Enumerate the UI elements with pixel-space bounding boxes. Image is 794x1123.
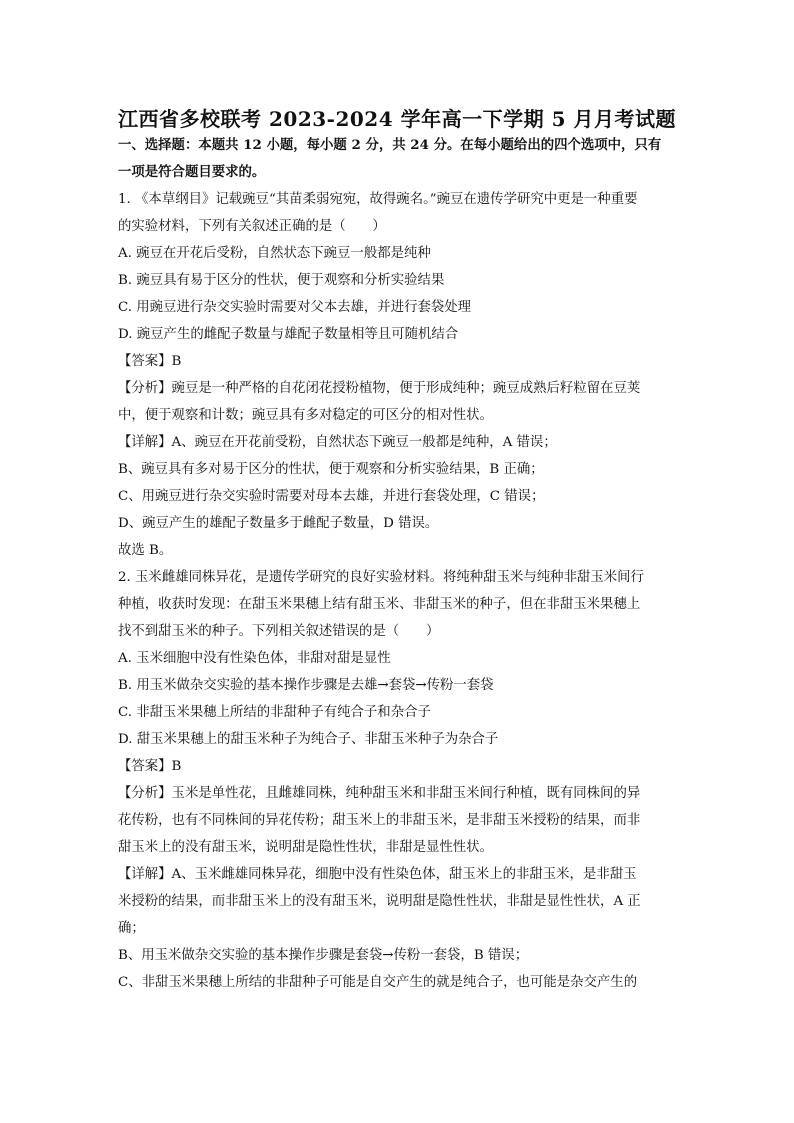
question-1-option-c: C. 用豌豆进行杂交实验时需要对父本去雄，并进行套袋处理 [118, 300, 472, 315]
question-1-analysis-line-1: 【分析】豌豆是一种严格的自花闭花授粉植物，便于形成纯种；豌豆成熟后籽粒留在豆荚 [118, 381, 641, 396]
question-1-option-d: D. 豌豆产生的雌配子数量与雄配子数量相等且可随机结合 [118, 327, 459, 342]
question-2-detail-b: B、用玉米做杂交实验的基本操作步骤是套袋→传粉一套袋，B 错误； [118, 948, 529, 963]
question-1-stem-line-1: 1. 《本草纲目》记载豌豆“其苗柔弱宛宛，故得豌名。”豌豆在遗传学研究中更是一种重要 [118, 192, 638, 207]
question-2-detail-c: C、非甜玉米果穗上所结的非甜种子可能是自交产生的就是纯合子，也可能是杂交产生的 [118, 975, 638, 990]
section-heading-line-1: 一、选择题：本题共 12 小题，每小题 2 分，共 24 分。在每小题给出的四个选项中，只有 [118, 137, 662, 153]
question-2-detail-a-line-1: 【详解】A、玉米雌雄同株异花，细胞中没有性染色体，甜玉米上的非甜玉米，是非甜玉 [118, 867, 637, 882]
question-1-detail-a: 【详解】A、豌豆在开花前受粉，自然状态下豌豆一般都是纯种，A 错误； [118, 435, 557, 450]
question-1-option-a: A. 豌豆在开花后受粉，自然状态下豌豆一般都是纯种 [118, 246, 431, 261]
question-2-detail-a-line-3: 确； [118, 921, 145, 936]
question-2-stem-line-3: 找不到甜玉米的种子。下列相关叙述错误的是（ ） [118, 624, 440, 639]
question-2-option-a: A. 玉米细胞中没有性染色体，非甜对甜是显性 [118, 651, 391, 666]
question-1-stem-line-2: 的实验材料，下列有关叙述正确的是（ ） [118, 219, 386, 234]
question-1-conclusion: 故选 B。 [118, 543, 173, 558]
question-1-option-b: B. 豌豆具有易于区分的性状，便于观察和分析实验结果 [118, 273, 445, 288]
question-1-answer: 【答案】B [118, 354, 182, 369]
section-heading-line-2: 一项是符合题目要求的。 [118, 164, 266, 180]
question-2-analysis-line-3: 甜玉米上的没有甜玉米，说明甜是隐性性状，非甜是显性性状。 [118, 840, 493, 855]
question-2-detail-a-line-2: 米授粉的结果，而非甜玉米上的没有甜玉米，说明甜是隐性性状，非甜是显性性状，A 正 [118, 894, 641, 909]
page-title: 江西省多校联考 2023-2024 学年高一下学期 5 月月考试题 [118, 107, 676, 131]
question-1-detail-b: B、豌豆具有多对易于区分的性状，便于观察和分析实验结果，B 正确； [118, 462, 544, 477]
question-2-stem-line-2: 种植，收获时发现：在甜玉米果穗上结有甜玉米、非甜玉米的种子，但在非甜玉米果穗上 [118, 597, 641, 612]
question-2-option-b: B. 用玉米做杂交实验的基本操作步骤是去雄→套袋→传粉一套袋 [118, 678, 494, 693]
question-1-analysis-line-2: 中，便于观察和计数；豌豆具有多对稳定的可区分的相对性状。 [118, 408, 493, 423]
question-2-analysis-line-1: 【分析】玉米是单性花，且雌雄同株，纯种甜玉米和非甜玉米间行种植，既有同株间的异 [118, 786, 641, 801]
question-1-detail-c: C、用豌豆进行杂交实验时需要对母本去雄，并进行套袋处理，C 错误； [118, 489, 545, 504]
question-1-detail-d: D、豌豆产生的雄配子数量多于雌配子数量，D 错误。 [118, 516, 439, 531]
question-2-option-d: D. 甜玉米果穗上的甜玉米种子为纯合子、非甜玉米种子为杂合子 [118, 732, 499, 747]
question-2-analysis-line-2: 花传粉，也有不同株间的异花传粉；甜玉米上的非甜玉米，是非甜玉米授粉的结果，而非 [118, 813, 641, 828]
question-2-stem-line-1: 2. 玉米雌雄同株异花，是遗传学研究的良好实验材料。将纯种甜玉米与纯种非甜玉米间行 [118, 570, 644, 585]
question-2-answer: 【答案】B [118, 759, 182, 774]
question-2-option-c: C. 非甜玉米果穗上所结的非甜种子有纯合子和杂合子 [118, 705, 431, 720]
